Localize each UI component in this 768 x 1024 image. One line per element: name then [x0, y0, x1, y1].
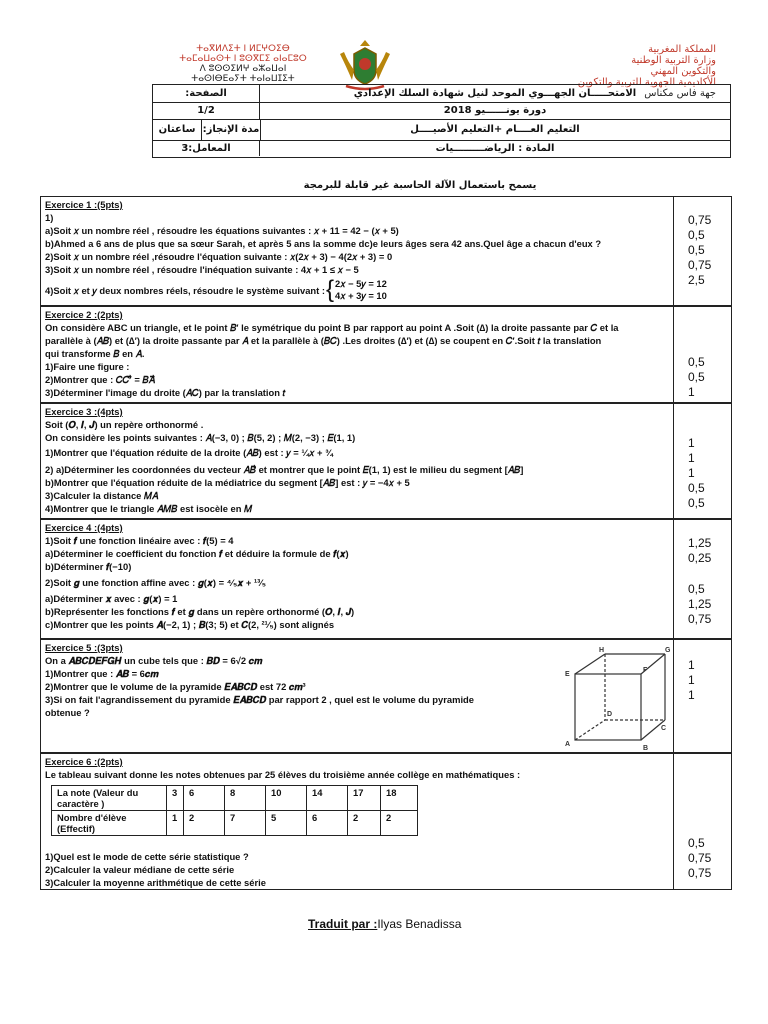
- exercise-line: On a 𝑨𝑩𝑪𝑫𝑬𝑭𝑮𝑯 un cube tels que : 𝑩𝑫 = 6√2 𝒄𝒎: [45, 655, 263, 666]
- exercise-title: Exercice 2 :(2pts): [45, 309, 123, 320]
- exercise-line: 1)Montrer que : 𝑨𝑩 = 6𝒄𝒎: [45, 668, 159, 679]
- table-row: [52, 786, 418, 811]
- exercise-title: Exercice 3 :(4pts): [45, 406, 123, 417]
- table-cell: 18: [381, 786, 418, 811]
- points-4: [674, 519, 732, 639]
- table-cell: 5: [266, 811, 307, 836]
- exercise-line: a)Déterminer 𝒙 avec : 𝒈(𝒙) = 1: [45, 593, 178, 604]
- calculator-note: يسمح باستعمال الآلة الحاسبة غير قابلة للبرمجة: [303, 180, 537, 191]
- cube-label: C: [661, 725, 667, 732]
- exercise-2: [40, 306, 674, 403]
- points-value: 0,75: [688, 258, 712, 272]
- ministry-line: والتكوين المهني: [650, 66, 716, 77]
- points-value: 0,25: [688, 551, 712, 565]
- tifinagh-line: ⵜⴰⴳⵍⴷⵉⵜ ⵏ ⵍⵎⵖⵔⵉⴱ: [196, 44, 290, 54]
- exam-header-table: [152, 84, 731, 158]
- points-6: [674, 753, 732, 890]
- translator-name: Ilyas Benadissa: [377, 917, 462, 931]
- table-cell: 3: [167, 786, 184, 811]
- exercise-title: Exercice 4 :(4pts): [45, 522, 123, 533]
- duration-value: ساعتان: [158, 124, 196, 135]
- points-2: [674, 306, 732, 403]
- ministry-line: الأكاديمية الجهوية للتربية والتكوين: [577, 77, 716, 88]
- system-equation: 2𝑥 − 5𝑦 = 12: [335, 278, 387, 289]
- exercise-line: On considère ABC un triangle, et le point 𝐵′ le symétrique du point B par rapport au point A .Soit (∆) la droite passante par 𝐶 et la: [45, 322, 619, 333]
- exercise-title: Exercice 5 :(3pts): [45, 642, 123, 653]
- exercise-line: qui transforme 𝐵 en 𝐴.: [45, 348, 145, 359]
- exercise-title: Exercice 1 :(5pts): [45, 199, 123, 210]
- table-row-label: La note (Valeur du caractère ): [52, 786, 167, 811]
- points-value: 0,75: [688, 866, 712, 880]
- cube-figure: [561, 646, 671, 752]
- exam-subject: المادة : الرياضـــــــــيات: [435, 142, 555, 154]
- exercise-line: a)Soit 𝑥 un nombre réel , résoudre les équations suivantes : 𝑥 + 11 = 42 − (𝑥 + 5): [45, 225, 399, 236]
- points-value: 0,5: [688, 836, 705, 850]
- exercise-line: 3)Si on fait l'agrandissement du pyramide 𝑬𝑨𝑩𝑪𝑫 par rapport 2 , quel est le volume du pyramide: [45, 694, 474, 705]
- exercise-line: parallèle à (𝐴𝐵) et (∆′) la droite passante par 𝐴 et la parallèle à (𝐵𝐶) .Les droites (∆′) et (∆) se coupent en 𝐶′.Soit 𝑡 la translation: [45, 335, 602, 346]
- exercise-line: 3)Calculer la moyenne arithmétique de cette série: [45, 877, 266, 888]
- coef-value: 3: [181, 142, 189, 154]
- coef-label: المعامل:: [188, 142, 231, 154]
- duration-label: مدة الإنجاز:: [201, 119, 261, 140]
- exam-title: الامتحـــــان الجهـــوي الموحد لنيل شهادة السلك الإعدادي: [353, 88, 637, 99]
- table-row: [52, 811, 418, 836]
- points-value: 1: [688, 688, 695, 702]
- points-value: 1,25: [688, 597, 712, 611]
- tifinagh-line: ⵜⴰⵙⵏⴱⴹⴰⵢⵜ ⵜⴰⵏⴰⵡⵊⵉⵜ: [191, 74, 295, 84]
- exercise-line: obtenue ?: [45, 707, 90, 718]
- table-cell: 2: [348, 811, 381, 836]
- table-cell: 14: [307, 786, 348, 811]
- exam-session: دورة يونــــــيو 2018: [443, 105, 547, 116]
- exercise-6: [40, 753, 674, 890]
- exercise-line: 1)Faire une figure :: [45, 361, 130, 372]
- cube-label: H: [599, 647, 605, 654]
- exercise-line: 2)Soit 𝒈 une fonction affine avec : 𝒈(𝒙) = ⁴⁄₅𝒙 + ¹³⁄₅: [45, 577, 267, 588]
- points-value: 0,75: [688, 213, 712, 227]
- exercise-line: 2)Calculer la valeur médiane de cette série: [45, 864, 235, 875]
- ministry-line: وزارة التربية الوطنية: [631, 55, 716, 66]
- tifinagh-header: [168, 44, 318, 84]
- points-value: 1,25: [688, 536, 712, 550]
- ministry-line: المملكة المغربية: [648, 44, 716, 55]
- points-value: 2,5: [688, 273, 705, 287]
- exercise-line: 3)Déterminer l'image du droite (𝐴𝐶) par la translation 𝑡: [45, 387, 286, 398]
- translator-credit: [308, 917, 461, 931]
- table-cell: 7: [225, 811, 266, 836]
- table-cell: 1: [167, 811, 184, 836]
- points-value: 0,5: [688, 582, 705, 596]
- points-value: 0,5: [688, 355, 705, 369]
- table-cell: 6: [307, 811, 348, 836]
- exercise-line: c)Montrer que les points 𝑨(−2, 1) ; 𝑩(3; 5) et 𝑪(2, ²¹⁄₅) sont alignés: [45, 619, 335, 630]
- translator-label: Traduit par :: [308, 917, 378, 931]
- points-value: 1: [688, 436, 695, 450]
- exercise-line: 4)Montrer que le triangle 𝐴𝑀𝐵 est isocèle en 𝑀: [45, 503, 253, 514]
- exercise-line: Soit (𝑶, 𝑰, 𝑱) un repère orthonormé .: [45, 419, 204, 430]
- exercise-line: b)Montrer que l'équation réduite de la médiatrice du segment [𝐴𝐵] est : 𝑦 = −4𝑥 + 5: [45, 477, 410, 488]
- system-equation: 4𝑥 + 3𝑦 = 10: [335, 290, 387, 301]
- grades-table: [51, 785, 418, 836]
- table-cell: 17: [348, 786, 381, 811]
- cube-label: A: [565, 741, 571, 748]
- points-3: [674, 403, 732, 519]
- points-value: 0,75: [688, 851, 712, 865]
- points-value: 0,5: [688, 228, 705, 242]
- table-cell: 2: [381, 811, 418, 836]
- exercise-line: Le tableau suivant donne les notes obtenues par 25 élèves du troisième année collège en mathématiques :: [45, 769, 521, 780]
- points-value: 0,5: [688, 243, 705, 257]
- points-value: 0,5: [688, 370, 705, 384]
- tifinagh-line: ⵜⴰⵎⴰⵡⴰⵙⵜ ⵏ ⵓⵙⴳⵎⵉ ⴰⵏⴰⵎⵓⵔ: [179, 54, 307, 64]
- exercise-line: 4)Soit 𝑥 et 𝑦 deux nombres réels, résoudre le système suivant :: [45, 284, 326, 296]
- cube-label: B: [643, 745, 649, 752]
- page-value: 1/2: [153, 102, 260, 119]
- exercise-title: Exercice 6 :(2pts): [45, 756, 123, 767]
- points-value: 1: [688, 451, 695, 465]
- exercise-line: 3)Soit 𝑥 un nombre réel , résoudre l'inéquation suivante : 4𝑥 + 1 ≤ 𝑥 − 5: [45, 264, 359, 275]
- exercise-line: On considère les points suivantes : 𝐴(−3, 0) ; 𝐵(5, 2) ; 𝑀(2, −3) ; 𝐸(1, 1): [45, 432, 356, 443]
- table-cell: 6: [184, 786, 225, 811]
- exercise-line: b)Représenter les fonctions 𝒇 et 𝒈 dans un repère orthonormé (𝑶, 𝑰, 𝑱): [45, 606, 355, 617]
- points-value: 1: [688, 658, 695, 672]
- exercise-line: 1)Soit 𝒇 une fonction linéaire avec : 𝒇(5) = 4: [45, 535, 234, 546]
- table-row-label: Nombre d'élève (Effectif): [52, 811, 167, 836]
- cube-label: D: [607, 711, 613, 718]
- table-cell: 2: [184, 811, 225, 836]
- cube-label: F: [643, 667, 648, 674]
- points-value: 0,5: [688, 496, 705, 510]
- brace-icon: {: [326, 276, 335, 303]
- tifinagh-line: ⴷ ⵓⵙⵙⵉⵍⵖ ⴰⵣⴰⵡⴰⵏ: [199, 64, 287, 74]
- exam-stream: التعليم العــــام +التعليم الأصيــــل: [410, 124, 580, 135]
- exercise-1: [40, 196, 674, 306]
- exercise-4: [40, 519, 674, 639]
- table-cell: 10: [266, 786, 307, 811]
- ministry-line: جهة فاس مكناس: [644, 88, 716, 99]
- points-value: 1: [688, 673, 695, 687]
- exercise-line: 2) a)Déterminer les coordonnées du vecteur 𝐴𝐵⃗ et montrer que le point 𝐸(1, 1) est le milieu du segment [𝐴𝐵]: [45, 464, 524, 475]
- points-value: 1: [688, 385, 695, 399]
- exercise-line: 2)Montrer que : 𝐶𝐶′⃗ = 𝐵𝐴⃗: [45, 374, 155, 385]
- exercise-line: b)Déterminer 𝒇(−10): [45, 561, 132, 572]
- page-label: الصفحة:: [153, 85, 260, 102]
- points-value: 0,5: [688, 481, 705, 495]
- points-value: 1: [688, 466, 695, 480]
- exercise-line: 1)Quel est le mode de cette série statistique ?: [45, 851, 249, 862]
- exercise-line: b)Ahmed a 6 ans de plus que sa sœur Sarah, et après 5 ans la somme dc)e leurs âges sera 42 ans.Quel âge a chacun d'eux ?: [45, 238, 602, 249]
- cube-label: G: [665, 647, 671, 654]
- exercise-line: 2)Montrer que le volume de la pyramide 𝑬𝑨𝑩𝑪𝑫 est 72 𝒄𝒎³: [45, 681, 306, 692]
- table-cell: 8: [225, 786, 266, 811]
- points-1: [674, 196, 732, 306]
- points-value: 0,75: [688, 612, 712, 626]
- exercise-line: 1): [45, 212, 54, 223]
- exercise-5: [40, 639, 674, 753]
- exercise-line: 1)Montrer que l'équation réduite de la droite (𝐴𝐵) est : 𝑦 = ¼𝑥 + ¾: [45, 447, 333, 458]
- cube-label: E: [565, 671, 570, 678]
- exercise-3: [40, 403, 674, 519]
- exercise-line: 2)Soit 𝑥 un nombre réel ,résoudre l'équation suivante : 𝑥(2𝑥 + 3) − 4(2𝑥 + 3) = 0: [45, 251, 393, 262]
- exercise-line: 3)Calculer la distance 𝑀𝐴: [45, 490, 159, 501]
- points-5: [674, 639, 732, 753]
- exercise-line: a)Déterminer le coefficient du fonction 𝒇 et déduire la formule de 𝒇(𝒙): [45, 548, 349, 559]
